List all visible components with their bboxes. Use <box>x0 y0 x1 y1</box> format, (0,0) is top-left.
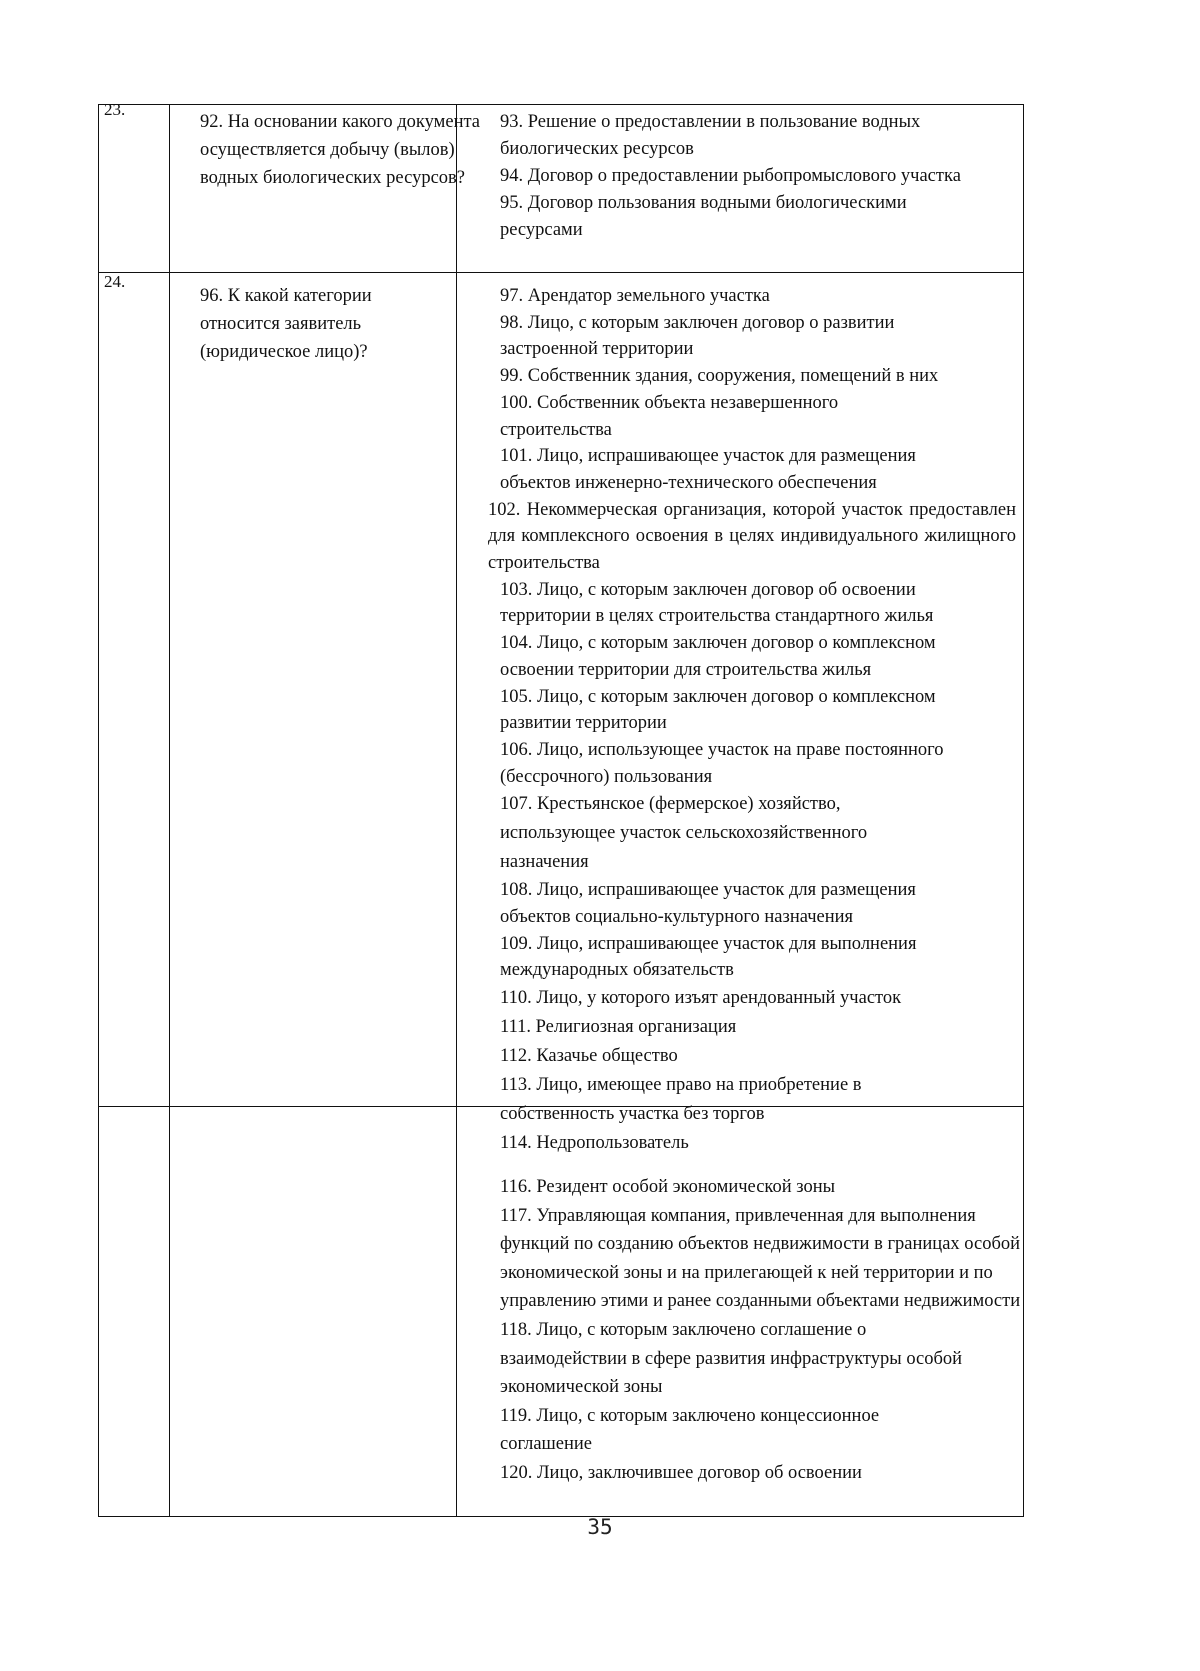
row-number-24: 24. <box>104 272 126 291</box>
answer-103: 103. Лицо, с которым заключен договор об освоении территории в целях строительства стандартного жилья <box>500 579 934 627</box>
answer-117: 117. Управляющая компания, привлеченная для выполнения функций по созданию объектов недвижимости в границах особой экономической зоны и на прилегающей к ней территории и по управлению этими и ранее созданными объектами недвижимости <box>500 1205 1021 1312</box>
row-divider-23-24 <box>99 272 1023 273</box>
page-number: 35 <box>587 1515 613 1539</box>
answer-110: 110. Лицо, у которого изъят арендованный участок <box>500 988 902 1009</box>
row-number-23: 23. <box>104 100 126 119</box>
answer-109: 109. Лицо, испрашивающее участок для выполнения международных обязательств <box>500 933 917 981</box>
answer-97: 97. Арендатор земельного участка <box>500 286 770 306</box>
answers-row-24 <box>488 283 1020 1157</box>
answer-107: 107. Крестьянское (фермерское) хозяйство, использующее участок сельскохозяйственного назначения <box>500 794 868 873</box>
answer-102: 102. Некоммерческая организация, которой участок предоставлен для комплексного освоения в целях индивидуального жилищного строительства <box>488 499 1016 574</box>
answer-104: 104. Лицо, с которым заключен договор о комплексном освоении территории для строительства жилья <box>500 633 936 680</box>
column-divider-number <box>169 105 170 1516</box>
answer-119: 119. Лицо, с которым заключено концессионное соглашение <box>500 1405 880 1455</box>
answer-105: 105. Лицо, с которым заключен договор о комплексном развитии территории <box>500 686 936 734</box>
answer-111: 111. Религиозная организация <box>500 1017 737 1038</box>
question-96: 96. К какой категории относится заявитель (юридическое лицо)? <box>200 286 372 362</box>
answer-114: 114. Недропользователь <box>500 1133 689 1154</box>
answer-101: 101. Лицо, испрашивающее участок для размещения объектов инженерно-технического обеспечения <box>500 446 916 493</box>
answer-100: 100. Собственник объекта незавершенного строительства <box>500 392 839 440</box>
answer-108: 108. Лицо, испрашивающее участок для размещения объектов социально-культурного назначения <box>500 880 916 928</box>
answer-99: 99. Собственник здания, сооружения, помещений в них <box>500 366 939 387</box>
answer-113: 113. Лицо, имеющее право на приобретение в собственность участка без торгов <box>500 1075 862 1125</box>
answer-98: 98. Лицо, с которым заключен договор о развитии застроенной территории <box>500 312 895 360</box>
answers-continuation <box>500 1173 1020 1488</box>
question-92: 92. На основании какого документа осуществляется добычу (вылов) водных биологических ресурсов? <box>200 112 481 188</box>
answer-93: 93. Решение о предоставлении в пользование водных биологических ресурсов <box>500 112 921 159</box>
answer-120: 120. Лицо, заключившее договор об освоении <box>500 1462 862 1483</box>
answer-112: 112. Казачье общество <box>500 1046 678 1067</box>
answer-94: 94. Договор о предоставлении рыбопромыслового участка <box>500 166 961 186</box>
column-divider-question <box>456 105 457 1516</box>
answer-118: 118. Лицо, с которым заключено соглашение о взаимодействии в сфере развития инфраструктуры особой экономической зоны <box>500 1319 963 1398</box>
answers-row-23 <box>500 109 1020 244</box>
answer-116: 116. Резидент особой экономической зоны <box>500 1177 836 1197</box>
answer-106: 106. Лицо, использующее участок на праве постоянного (бессрочного) пользования <box>500 739 944 787</box>
answer-95: 95. Договор пользования водными биологическими ресурсами <box>500 193 907 240</box>
